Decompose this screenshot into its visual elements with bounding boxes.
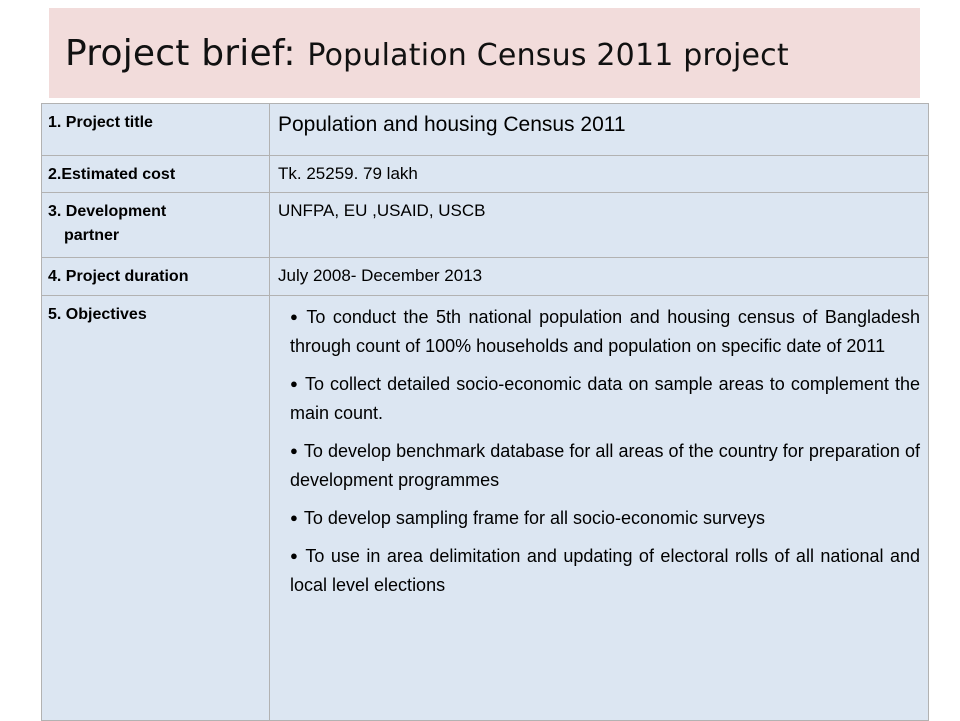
objective-text: To use in area delimitation and updating of electoral rolls of all national and local level elections bbox=[290, 546, 920, 595]
bullet-icon: ● bbox=[290, 376, 299, 391]
development-partner-value: UNFPA, EU ,USAID, USCB bbox=[270, 193, 929, 258]
list-item bbox=[290, 369, 920, 428]
title-banner bbox=[49, 8, 920, 98]
project-duration-label: 4. Project duration bbox=[42, 258, 270, 296]
page-title bbox=[65, 33, 789, 74]
project-duration-value: July 2008- December 2013 bbox=[270, 258, 929, 296]
bullet-icon: ● bbox=[290, 510, 298, 525]
objectives-list bbox=[278, 302, 920, 600]
project-title-label: 1. Project title bbox=[42, 104, 270, 156]
list-item bbox=[290, 541, 920, 600]
project-title-value: Population and housing Census 2011 bbox=[270, 104, 929, 156]
development-partner-label-line1: 3. Development bbox=[48, 203, 167, 220]
table-row bbox=[42, 156, 929, 193]
objectives-label: 5. Objectives bbox=[42, 296, 270, 721]
table-row bbox=[42, 104, 929, 156]
bullet-icon: ● bbox=[290, 548, 300, 563]
page-title-sub: Population Census 2011 project bbox=[307, 37, 789, 73]
development-partner-label bbox=[42, 193, 270, 258]
development-partner-label-line2: partner bbox=[64, 227, 120, 244]
table-row bbox=[42, 258, 929, 296]
objective-text: To develop sampling frame for all socio-economic surveys bbox=[303, 508, 766, 528]
table-row bbox=[42, 296, 929, 721]
list-item bbox=[290, 302, 920, 361]
estimated-cost-label: 2.Estimated cost bbox=[42, 156, 270, 193]
objectives-value bbox=[270, 296, 929, 721]
list-item bbox=[290, 503, 920, 533]
objective-text: To collect detailed socio-economic data on sample areas to complement the main count. bbox=[290, 374, 921, 423]
objective-text: To develop benchmark database for all areas of the country for preparation of development programmes bbox=[290, 441, 920, 490]
list-item bbox=[290, 436, 920, 495]
objective-text: To conduct the 5th national population and housing census of Bangladesh through count of 100% households and population on specific date of 2011 bbox=[290, 307, 920, 356]
bullet-icon: ● bbox=[290, 309, 301, 324]
estimated-cost-value: Tk. 25259. 79 lakh bbox=[270, 156, 929, 193]
page-title-main: Project brief: bbox=[65, 32, 296, 74]
table-row bbox=[42, 193, 929, 258]
bullet-icon: ● bbox=[290, 443, 298, 458]
project-brief-table bbox=[41, 103, 929, 721]
